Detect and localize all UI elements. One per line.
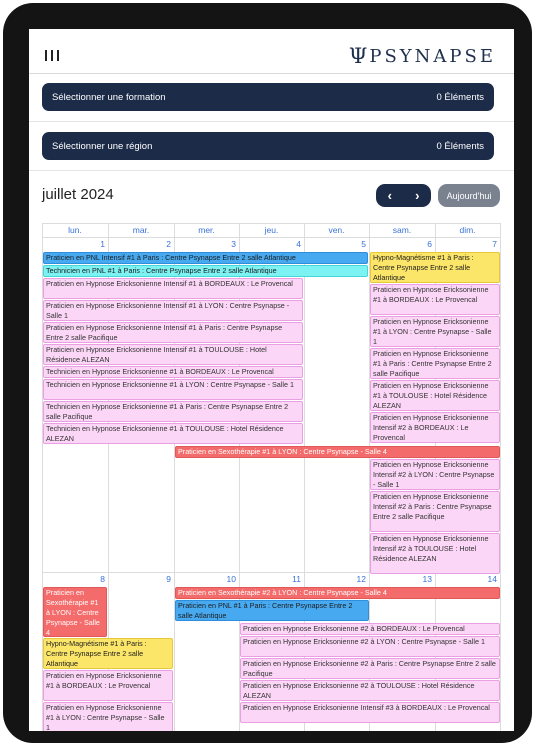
weekday-header: dim.: [459, 225, 476, 235]
grid-line: [500, 223, 501, 731]
day-number[interactable]: 8: [100, 574, 105, 584]
calendar-event[interactable]: Technicien en Hypnose Ericksonienne #1 à TOULOUSE : Hotel Résidence ALEZAN: [43, 423, 303, 444]
weekday-header: jeu.: [264, 225, 279, 235]
tablet-frame: [3, 3, 532, 743]
calendar-event[interactable]: Praticien en Hypnose Ericksonienne #1 à TOULOUSE : Hotel Résidence ALEZAN: [370, 380, 500, 411]
calendar-event[interactable]: Praticien en Hypnose Ericksonienne Intensif #1 à TOULOUSE : Hotel Résidence ALEZAN: [43, 344, 303, 365]
calendar-event[interactable]: Technicien en Hypnose Ericksonienne #1 à LYON : Centre Psynapse - Salle 1: [43, 379, 303, 400]
calendar-event[interactable]: Praticien en Hypnose Ericksonienne Intensif #1 à LYON : Centre Psynapse - Salle 1: [43, 300, 303, 321]
day-number[interactable]: 2: [166, 239, 171, 249]
calendar-event[interactable]: Praticien en Sexothérapie #2 à LYON : Centre Psynapse - Salle 4: [175, 587, 500, 599]
calendar-event[interactable]: Praticien en Hypnose Ericksonienne Intensif #2 à Paris : Centre Psynapse Entre 2 salle Pacifique: [370, 491, 500, 532]
calendar-grid: [42, 223, 501, 731]
calendar-event[interactable]: Praticien en Hypnose Ericksonienne #2 à Paris : Centre Psynapse Entre 2 salle Pacifique: [240, 658, 500, 679]
chevron-right-icon: ›: [415, 188, 420, 203]
logo-text: PSYNAPSE: [369, 45, 496, 67]
region-select-label: Sélectionner une région: [52, 140, 153, 152]
day-number[interactable]: 4: [296, 239, 301, 249]
calendar-event[interactable]: Praticien en Hypnose Ericksonienne Intensif #2 à LYON : Centre Psynapse - Salle 1: [370, 459, 500, 490]
divider: [29, 121, 514, 122]
calendar-event[interactable]: Praticien en Hypnose Ericksonienne #2 à TOULOUSE : Hotel Résidence ALEZAN: [240, 680, 500, 701]
day-number[interactable]: 13: [422, 574, 432, 584]
psynapse-logo[interactable]: [349, 45, 496, 67]
day-number[interactable]: 7: [492, 239, 497, 249]
weekday-header: mar.: [132, 225, 150, 235]
calendar-event[interactable]: Hypno-Magnétisme #1 à Paris : Centre Psynapse Entre 2 salle Atlantique: [370, 252, 500, 283]
calendar-event[interactable]: Praticien en Hypnose Ericksonienne Intensif #1 à Paris : Centre Psynapse Entre 2 salle Pacifique: [43, 322, 303, 343]
calendar-event[interactable]: Praticien en Hypnose Ericksonienne Intensif #3 à BORDEAUX : Le Provencal: [240, 702, 500, 723]
day-number[interactable]: 10: [226, 574, 236, 584]
calendar-event[interactable]: Praticien en Sexothérapie #1 à LYON : Centre Psynapse - Salle 4: [43, 587, 107, 637]
month-title: juillet 2024: [42, 186, 114, 203]
region-select-count: 0 Éléments: [436, 140, 484, 152]
formation-select[interactable]: [42, 83, 494, 111]
weekday-header: ven.: [328, 225, 345, 235]
day-number[interactable]: 9: [166, 574, 171, 584]
calendar-event[interactable]: Praticien en Hypnose Ericksonienne Intensif #1 à BORDEAUX : Le Provencal: [43, 278, 303, 299]
calendar-event[interactable]: Technicien en Hypnose Ericksonienne #1 à BORDEAUX : Le Provencal: [43, 366, 303, 378]
day-number[interactable]: 5: [361, 239, 366, 249]
divider: [29, 170, 514, 171]
day-number[interactable]: 11: [292, 574, 301, 584]
today-button[interactable]: Aujourd'hui: [438, 184, 500, 207]
day-number[interactable]: 12: [356, 574, 366, 584]
psi-logo-icon: Ψ: [348, 44, 368, 68]
region-select[interactable]: [42, 132, 494, 160]
prev-month-button[interactable]: [376, 184, 404, 207]
calendar-event[interactable]: Praticien en Hypnose Ericksonienne #1 à Paris : Centre Psynapse Entre 2 salle Pacifique: [370, 348, 500, 379]
calendar-event[interactable]: Technicien en PNL #1 à Paris : Centre Psynapse Entre 2 salle Atlantique: [43, 265, 368, 277]
calendar-event[interactable]: Praticien en Hypnose Ericksonienne Intensif #2 à TOULOUSE : Hotel Résidence ALEZAN: [370, 533, 500, 574]
calendar-event[interactable]: Hypno-Magnétisme #1 à Paris : Centre Psynapse Entre 2 salle Atlantique: [43, 638, 173, 669]
formation-select-label: Sélectionner une formation: [52, 91, 166, 103]
calendar-event[interactable]: Praticien en Hypnose Ericksonienne #1 à BORDEAUX : Le Provencal: [43, 670, 173, 701]
calendar-event[interactable]: Praticien en Hypnose Ericksonienne #1 à BORDEAUX : Le Provencal: [370, 284, 500, 315]
weekday-header: sam.: [392, 225, 412, 235]
menu-icon[interactable]: [45, 50, 59, 61]
chevron-left-icon: ‹: [387, 188, 392, 203]
calendar-event[interactable]: Praticien en Hypnose Ericksonienne #2 à BORDEAUX : Le Provencal: [240, 623, 500, 635]
day-number[interactable]: 14: [487, 574, 497, 584]
calendar-event[interactable]: Praticien en Sexothérapie #1 à LYON : Centre Psynapse - Salle 4: [175, 446, 500, 458]
calendar-event[interactable]: Praticien en Hypnose Ericksonienne #1 à LYON : Centre Psynapse - Salle 1: [43, 702, 173, 731]
next-month-button[interactable]: [404, 184, 432, 207]
day-number[interactable]: 6: [427, 239, 432, 249]
grid-line: [42, 237, 501, 238]
day-number[interactable]: 3: [231, 239, 236, 249]
calendar-event[interactable]: Praticien en Hypnose Ericksonienne Intensif #2 à BORDEAUX : Le Provencal: [370, 412, 500, 443]
calendar-event[interactable]: Praticien en Hypnose Ericksonienne #2 à LYON : Centre Psynapse - Salle 1: [240, 636, 500, 657]
day-number[interactable]: 1: [100, 239, 105, 249]
weekday-header: lun.: [68, 225, 82, 235]
calendar-event[interactable]: Praticien en PNL Intensif #1 à Paris : Centre Psynapse Entre 2 salle Atlantique: [43, 252, 368, 264]
calendar-event[interactable]: Praticien en PNL #1 à Paris : Centre Psynapse Entre 2 salle Atlantique: [175, 600, 369, 621]
top-bar: [29, 29, 514, 74]
month-nav: [376, 184, 431, 207]
calendar-event[interactable]: Praticien en Hypnose Ericksonienne #1 à LYON : Centre Psynapse - Salle 1: [370, 316, 500, 347]
weekday-header: mer.: [198, 225, 215, 235]
calendar-event[interactable]: Technicien en Hypnose Ericksonienne #1 à Paris : Centre Psynapse Entre 2 salle Pacifique: [43, 401, 303, 422]
formation-select-count: 0 Éléments: [436, 91, 484, 103]
app-screen: [29, 29, 514, 731]
